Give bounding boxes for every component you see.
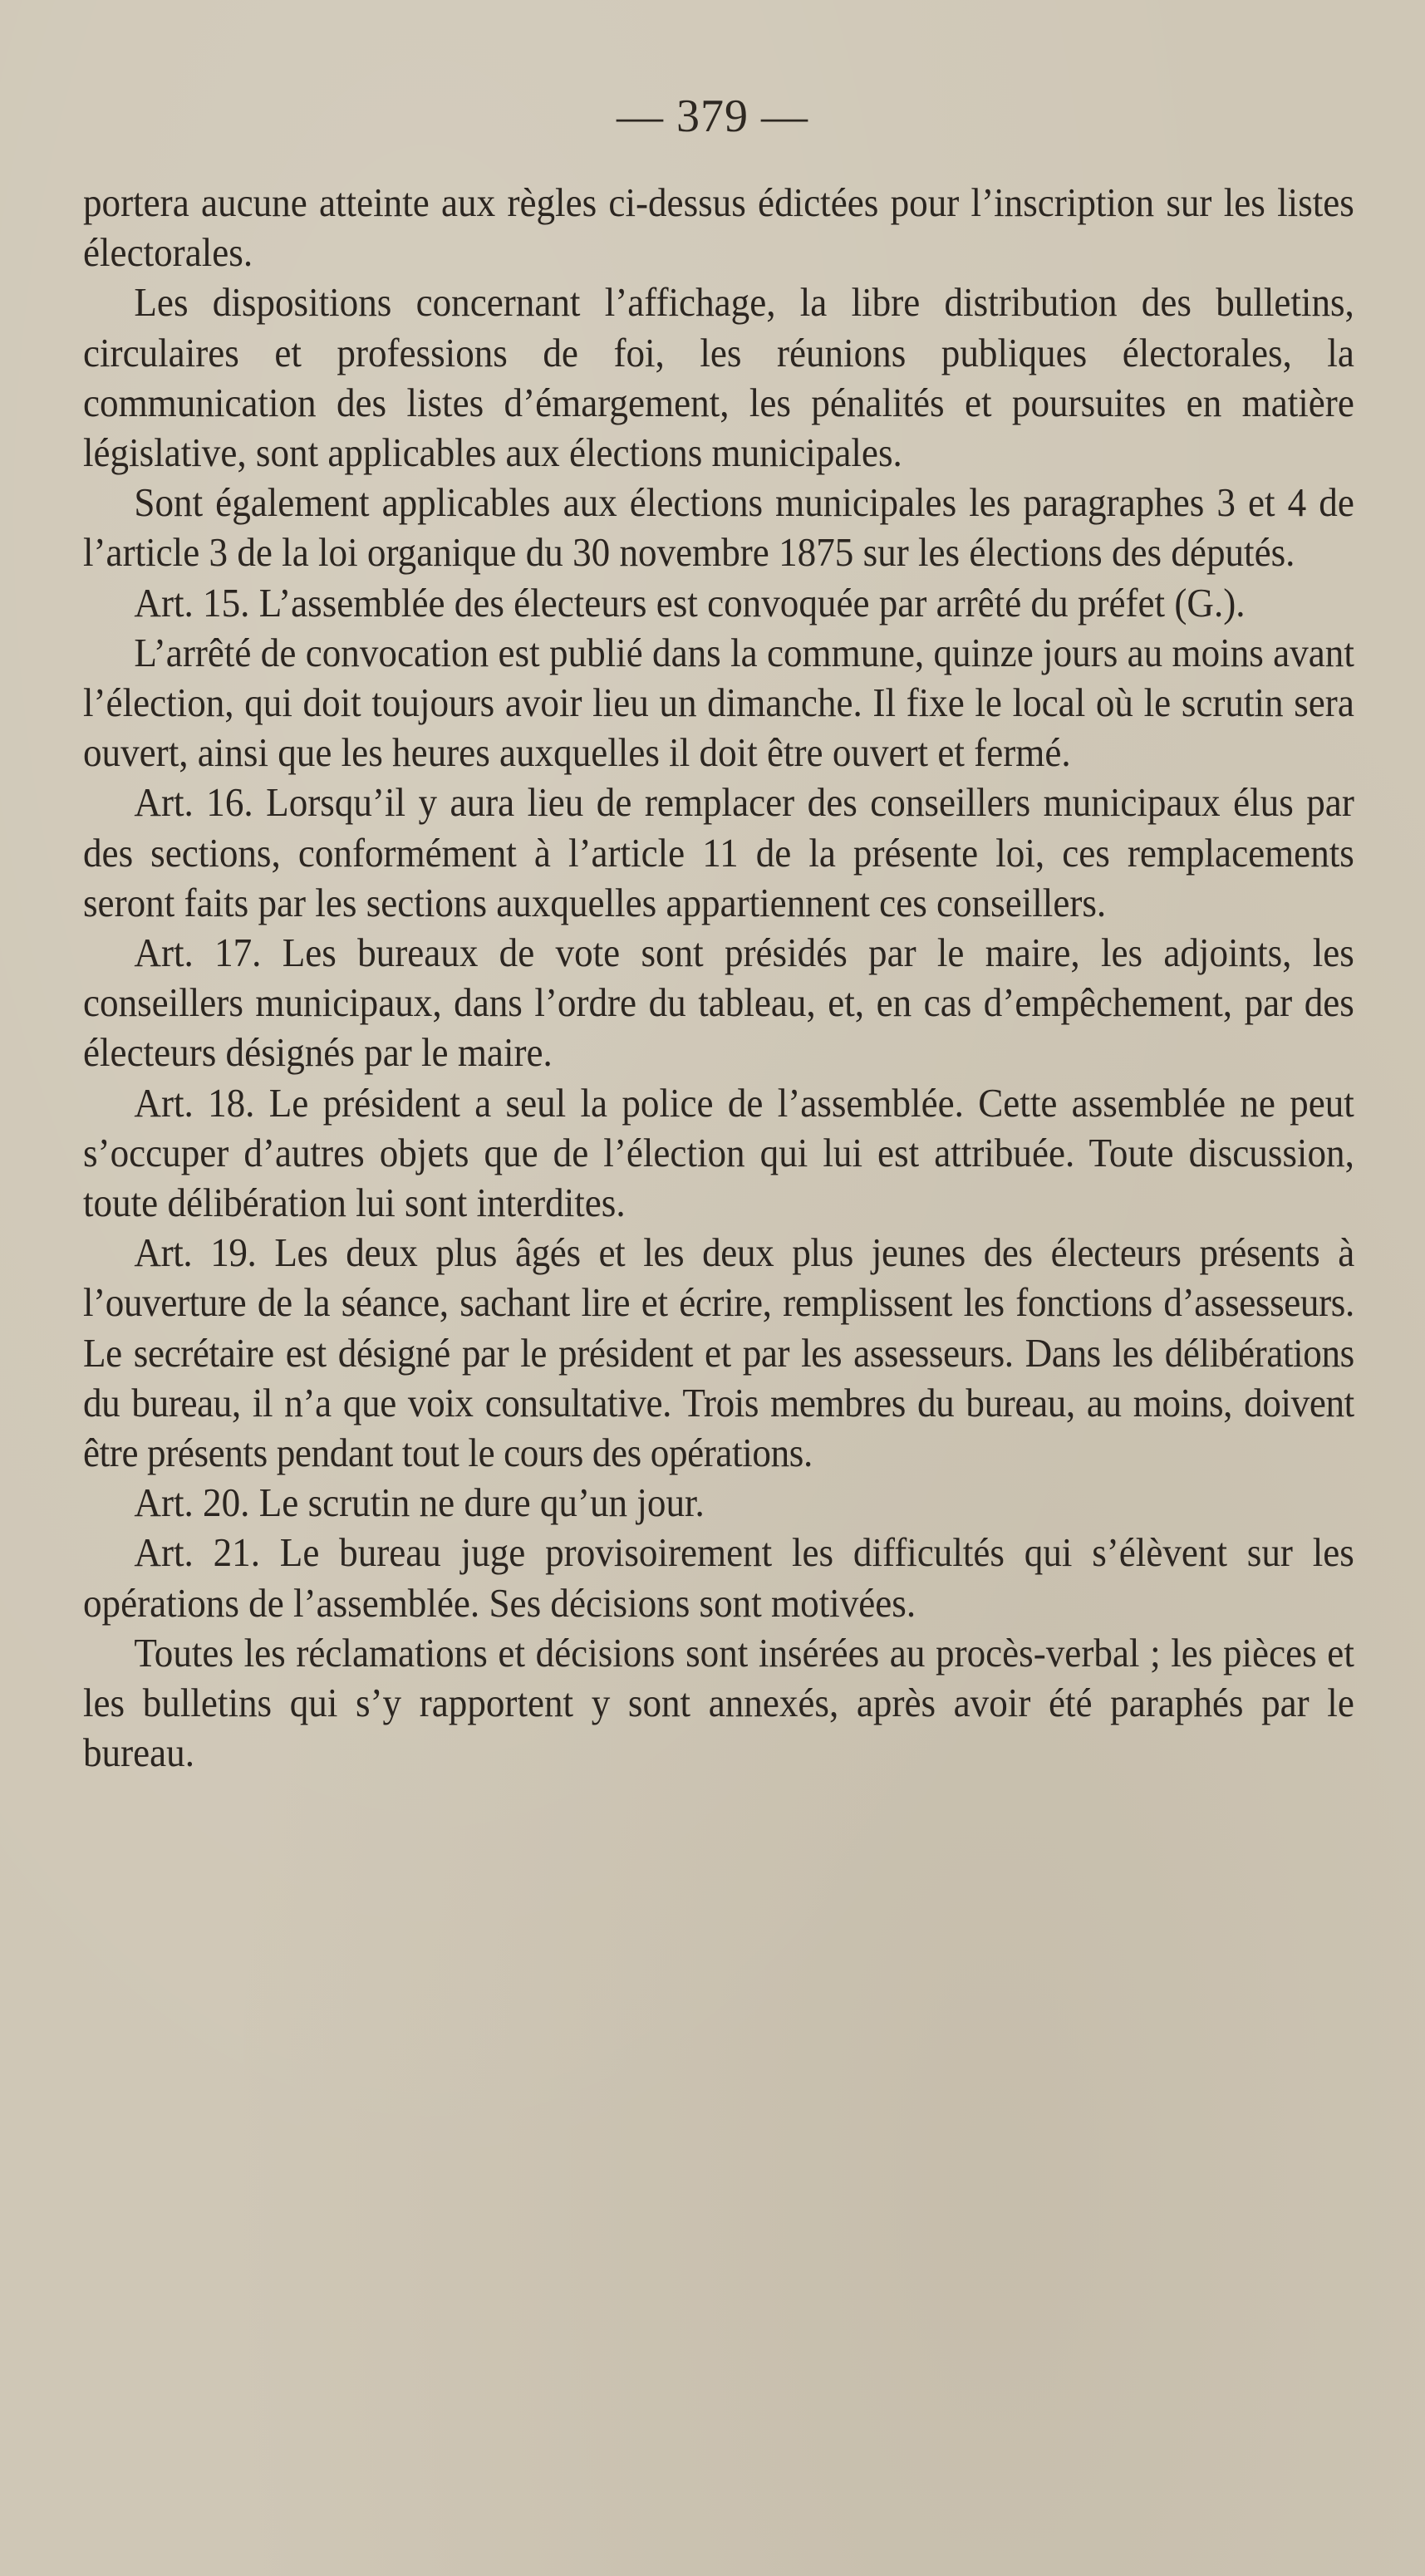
paragraph-applicables: Sont également applicables aux élections municipales les paragraphes 3 et 4 de l’article 3 de la loi organique du 30 novembre 1875 sur les élections des députés. bbox=[83, 481, 1354, 576]
paragraph-continuation: portera aucune atteinte aux règles ci-dessus édictées pour l’inscription sur les listes électorales. bbox=[83, 181, 1354, 276]
article-20: Art. 20. Le scrutin ne dure qu’un jour. bbox=[134, 1481, 705, 1526]
paragraph-convocation: L’arrêté de convocation est publié dans la commune, quinze jours au moins avant l’élection, qui doit toujours avoir lieu un dimanche. Il fixe le local où le scrutin sera ouvert, ainsi que les heures auxquelles il doit être ouvert et fermé. bbox=[83, 631, 1354, 776]
article-17: Art. 17. Les bureaux de vote sont présidés par le maire, les adjoints, les conseillers municipaux, dans l’ordre du tableau, et, en cas d’empêchement, par des électeurs désignés par le maire. bbox=[83, 931, 1354, 1076]
body-text bbox=[83, 179, 1354, 1779]
page-number: — 379 — bbox=[617, 91, 808, 142]
article-18: Art. 18. Le président a seul la police de l’assemblée. Cette assemblée ne peut s’occuper d’autres objets que de l’élection qui lui est attribuée. Toute discussion, toute délibération lui sont interdites. bbox=[83, 1081, 1354, 1226]
article-21: Art. 21. Le bureau juge provisoirement les difficultés qui s’élèvent sur les opérations de l’assemblée. Ses décisions sont motivées. bbox=[83, 1531, 1354, 1626]
paragraph-dispositions: Les dispositions concernant l’affichage, la libre distribution des bulletins, circulaires et professions de foi, les réunions publiques électorales, la communication des listes d’émargement, les pénalités et poursuites en matière législative, sont applicables aux élections municipales. bbox=[83, 281, 1354, 476]
paragraph-reclamations: Toutes les réclamations et décisions sont insérées au procès-verbal ; les pièces et les bulletins qui s’y rapportent y sont annexés, après avoir été paraphés par le bureau. bbox=[83, 1631, 1354, 1776]
article-15: Art. 15. L’assemblée des électeurs est convoquée par arrêté du préfet (G.). bbox=[134, 581, 1246, 626]
article-19: Art. 19. Les deux plus âgés et les deux plus jeunes des électeurs présents à l’ouverture de la séance, sachant lire et écrire, remplissent les fonctions d’assesseurs. Le secrétaire est désigné par le président et par les assesseurs. Dans les délibérations du bureau, il n’a que voix consultative. Trois membres du bureau, au moins, doivent être présents pendant tout le cours des opérations. bbox=[83, 1231, 1354, 1476]
article-16: Art. 16. Lorsqu’il y aura lieu de remplacer des conseillers municipaux élus par des sections, conformément à l’article 11 de la présente loi, ces remplacements seront faits par les sections auxquelles appartiennent ces conseillers. bbox=[83, 781, 1354, 925]
